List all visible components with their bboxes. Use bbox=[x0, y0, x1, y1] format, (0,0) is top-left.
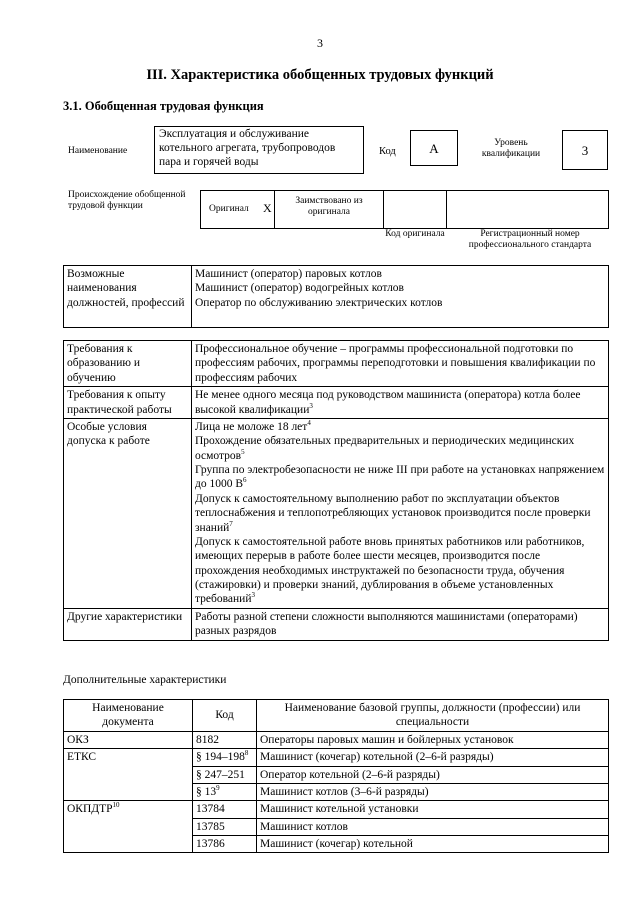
other-value: Работы разной степени сложности выполняются машинистами (операторами) разных разрядов bbox=[192, 608, 609, 640]
education-label: Требования к образованию и обучению bbox=[64, 341, 192, 387]
subsection-title: 3.1. Обобщенная трудовая функция bbox=[63, 99, 264, 113]
additional-caption: Дополнительные характеристики bbox=[63, 674, 227, 686]
level-label: Уровень квалификации bbox=[481, 138, 541, 160]
name-cell: Машинист котлов bbox=[257, 818, 609, 835]
positions-list bbox=[192, 266, 609, 328]
col-doc-header: Наименование документа bbox=[64, 700, 193, 732]
origin-divider-1 bbox=[274, 191, 275, 228]
original-mark: Х bbox=[263, 201, 272, 215]
code-cell: 13784 bbox=[193, 801, 257, 818]
special-item: Лица не моложе 18 лет$^4$ bbox=[195, 419, 311, 433]
footnote-ref: 3 bbox=[309, 401, 313, 410]
level-value: 3 bbox=[581, 143, 589, 158]
code-cell: 13785 bbox=[193, 818, 257, 835]
education-value: Профессиональное обучение – программы профессиональной подготовки по профессиям рабочих, программы переподготовки и повышения квалификации по профессиям рабочих bbox=[192, 341, 609, 387]
special-item: Прохождение обязательных предварительных и периодических медицинских осмотров$^5$ bbox=[195, 435, 575, 462]
function-name-box bbox=[154, 126, 364, 174]
code-value-box bbox=[410, 130, 458, 166]
borrowed-label: Заимствовано из оригинала bbox=[295, 196, 363, 218]
experience-value: Не менее одного месяца под руководством машиниста (оператора) котла более высокой квалификации bbox=[195, 389, 581, 416]
code-cell: § $194-198^8$ bbox=[193, 749, 257, 766]
table-row bbox=[64, 731, 609, 748]
position-item: Машинист (оператор) водогрейных котлов bbox=[195, 282, 404, 295]
position-item: Машинист (оператор) паровых котлов bbox=[195, 268, 382, 280]
name-cell: Машинист котлов (3–6-й разряды) bbox=[257, 783, 609, 800]
level-value-box bbox=[562, 130, 608, 170]
special-item: Допуск к самостоятельной работе вновь принятых работников или работников, имеющих перерыв в работе более шести месяцев, производится после прохождения необходимых инструктажей по безопасности труда, обучения (стажировки) и проверки знаний, дублирования в объеме установленных требований$^3$ bbox=[195, 535, 585, 606]
doc-okz: ОКЗ bbox=[64, 731, 193, 748]
reg-number-caption: Регистрационный номер профессионального стандарта bbox=[468, 229, 592, 251]
origin-divider-3 bbox=[446, 191, 447, 228]
code-value: А bbox=[429, 141, 439, 156]
experience-label: Требования к опыту практической работы bbox=[64, 387, 192, 419]
other-label: Другие характеристики bbox=[64, 608, 192, 640]
code-cell: § $13^9$ bbox=[193, 783, 257, 800]
positions-table bbox=[63, 265, 609, 328]
doc-etks: ЕТКС bbox=[64, 749, 193, 801]
origin-box bbox=[200, 190, 609, 229]
col-code-header: Код bbox=[193, 700, 257, 732]
origin-divider-2 bbox=[383, 191, 384, 228]
name-cell: Машинист котельной установки bbox=[257, 801, 609, 818]
doc-okpdtr: ОКПДТР$^{10}$ bbox=[64, 801, 193, 853]
original-label: Оригинал bbox=[209, 204, 249, 214]
code-original-caption: Код оригинала bbox=[385, 229, 445, 239]
code-label: Код bbox=[379, 146, 396, 157]
additional-table bbox=[63, 699, 609, 853]
experience-cell bbox=[192, 387, 609, 419]
function-name-value: Эксплуатация и обслуживание котельного агрегата, трубопроводов пара и горячей воды bbox=[159, 128, 336, 168]
code-cell: § 247–251 bbox=[193, 766, 257, 783]
name-cell: Операторы паровых машин и бойлерных установок bbox=[257, 731, 609, 748]
special-item: Допуск к самостоятельному выполнению работ по эксплуатации объектов теплоснабжения и теплопотребляющих установок производится после проверки знаний$^7$ bbox=[195, 492, 591, 534]
name-cell: Оператор котельной (2–6-й разряды) bbox=[257, 766, 609, 783]
code-cell: 8182 bbox=[193, 731, 257, 748]
requirements-table bbox=[63, 340, 609, 641]
page-number: 3 bbox=[317, 36, 323, 50]
special-item: Группа по электробезопасности не ниже III при работе на установках напряжением до 1000 $В^6$ bbox=[195, 464, 605, 491]
special-label: Особые условия допуска к работе bbox=[64, 418, 192, 608]
section-title: III. Характеристика обобщенных трудовых функций bbox=[146, 67, 494, 83]
col-name-header: Наименование базовой группы, должности (профессии) или специальности bbox=[257, 700, 609, 732]
special-conditions bbox=[192, 418, 609, 608]
name-label: Наименование bbox=[68, 146, 128, 156]
table-row bbox=[64, 801, 609, 818]
origin-label: Происхождение обобщенной трудовой функции bbox=[68, 190, 186, 212]
position-item: Оператор по обслуживанию электрических котлов bbox=[195, 296, 443, 309]
code-cell: 13786 bbox=[193, 836, 257, 853]
positions-label: Возможные наименования должностей, профессий bbox=[64, 266, 192, 328]
table-row bbox=[64, 749, 609, 766]
name-cell: Машинист (кочегар) котельной (2–6-й разряды) bbox=[257, 749, 609, 766]
name-cell: Машинист (кочегар) котельной bbox=[257, 836, 609, 853]
